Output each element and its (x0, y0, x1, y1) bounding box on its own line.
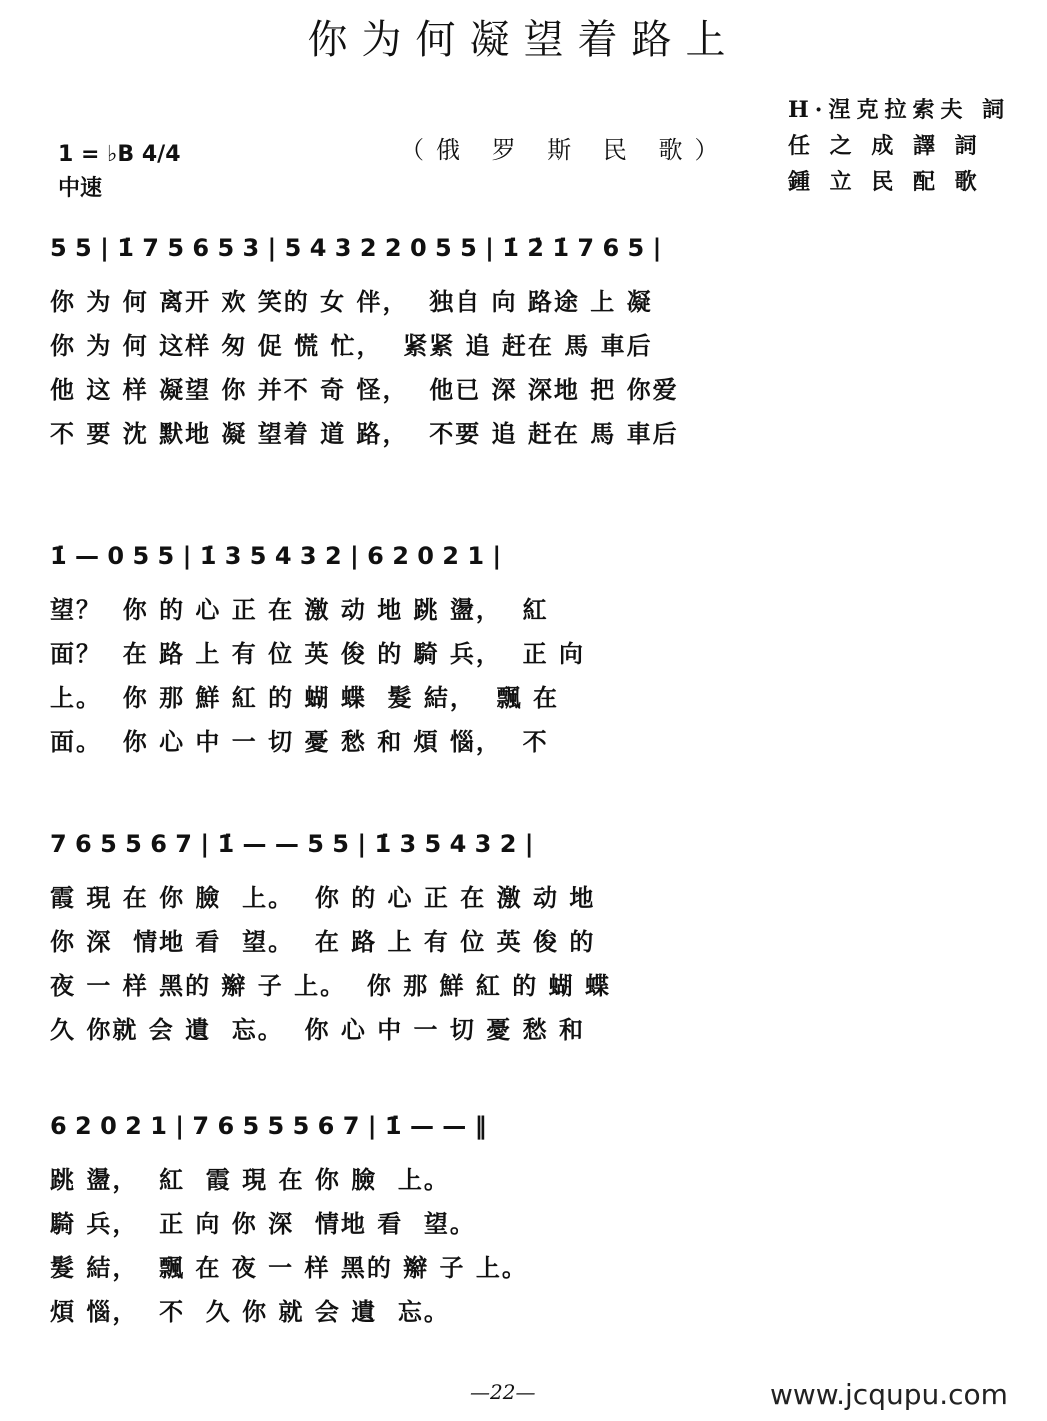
notation-line (42, 222, 1012, 282)
lyric-line-1 (42, 282, 1012, 326)
lyric-text: 久 你就 会 遺 忘。 你 心 中 一 切 憂 愁 和 (50, 1015, 585, 1044)
lyric-line-3 (42, 1248, 1012, 1292)
lyric-line-4 (42, 722, 1012, 766)
lyric-line-3 (42, 370, 1012, 414)
lyric-line-3 (42, 678, 1012, 722)
credit-arranger: 鍾 立 民 配 歌 (788, 169, 983, 195)
notation-text: 6 2 0 2 1 | 7 6 5 5 5 6 7 | 1̇ — — ‖ (50, 1112, 487, 1140)
song-title: 你为何凝望着路上 (307, 17, 740, 63)
lyric-text: 望？ 你 的 心 正 在 激 动 地 跳 盪， 紅 (50, 595, 549, 624)
lyric-text: 霞 現 在 你 臉 上。 你 的 心 正 在 激 动 地 (50, 883, 596, 912)
lyric-line-2 (42, 922, 1012, 966)
lyric-line-2 (42, 326, 1012, 370)
credit-translator: 任 之 成 譯 詞 (788, 133, 983, 159)
credit-lyricist: H·涅克拉索夫 詞 (788, 97, 1011, 123)
lyric-text: 跳 盪， 紅 霞 現 在 你 臉 上。 (50, 1165, 450, 1194)
lyric-line-2 (42, 634, 1012, 678)
music-system-3 (42, 818, 1012, 1054)
key-signature: 1 = ♭B 4/4 (58, 142, 181, 167)
music-system-1 (42, 222, 1012, 458)
lyric-text: 騎 兵， 正 向 你 深 情地 看 望。 (50, 1209, 476, 1238)
page-number: —22— (470, 1380, 536, 1404)
lyric-line-1 (42, 590, 1012, 634)
lyric-text: 夜 一 样 黑的 辮 子 上。 你 那 鮮 紅 的 蝴 蝶 (50, 971, 611, 1000)
music-system-2 (42, 530, 1012, 766)
lyric-text: 你 深 情地 看 望。 在 路 上 有 位 英 俊 的 (50, 927, 596, 956)
notation-line (42, 1100, 1012, 1160)
tempo-marking: 中速 (58, 176, 103, 201)
notation-text: 1̇ — 0 5 5 | 1̇ 3 5 4 3 2 | 6 2 0 2 1 | (50, 542, 502, 570)
lyric-line-1 (42, 1160, 1012, 1204)
credits (788, 92, 1010, 200)
lyric-text: 你 为 何 离开 欢 笑的 女 伴， 独自 向 路途 上 凝 (50, 287, 653, 316)
music-system-4 (42, 1100, 1012, 1336)
watermark-url: www.jcqupu.com (770, 1378, 1008, 1411)
lyric-line-1 (42, 878, 1012, 922)
lyric-text: 面。 你 心 中 一 切 憂 愁 和 煩 惱， 不 (50, 727, 549, 756)
lyric-line-4 (42, 1010, 1012, 1054)
lyric-text: 他 这 样 凝望 你 并不 奇 怪， 他已 深 深地 把 你爱 (50, 375, 679, 404)
lyric-line-4 (42, 1292, 1012, 1336)
lyric-line-2 (42, 1204, 1012, 1248)
lyric-text: 你 为 何 这样 匆 促 慌 忙， 紧紧 追 赶在 馬 車后 (50, 331, 653, 360)
key-tempo (58, 138, 181, 206)
notation-text: 7 6 5 5 6 7 | 1̇ — — 5 5 | 1̇ 3 5 4 3 2 | (50, 830, 534, 858)
notation-text: 5 5 | 1̇ 7 5 6 5 3 | 5 4 3 2 2 0 5 5 | 1̇ 2̇ 1̇ 7 6 5 | (50, 234, 662, 262)
lyric-line-3 (42, 966, 1012, 1010)
lyric-text: 煩 惱， 不 久 你 就 会 遺 忘。 (50, 1297, 450, 1326)
genre-label: （俄 罗 斯 民 歌） (400, 136, 731, 164)
lyric-line-4 (42, 414, 1012, 458)
lyric-text: 上。 你 那 鮮 紅 的 蝴 蝶 髮 結， 飄 在 (50, 683, 559, 712)
lyric-text: 面？ 在 路 上 有 位 英 俊 的 騎 兵， 正 向 (50, 639, 585, 668)
lyric-text: 髮 結， 飄 在 夜 一 样 黑的 辮 子 上。 (50, 1253, 528, 1282)
notation-line (42, 530, 1012, 590)
lyric-text: 不 要 沈 默地 凝 望着 道 路， 不要 追 赶在 馬 車后 (50, 419, 679, 448)
notation-line (42, 818, 1012, 878)
